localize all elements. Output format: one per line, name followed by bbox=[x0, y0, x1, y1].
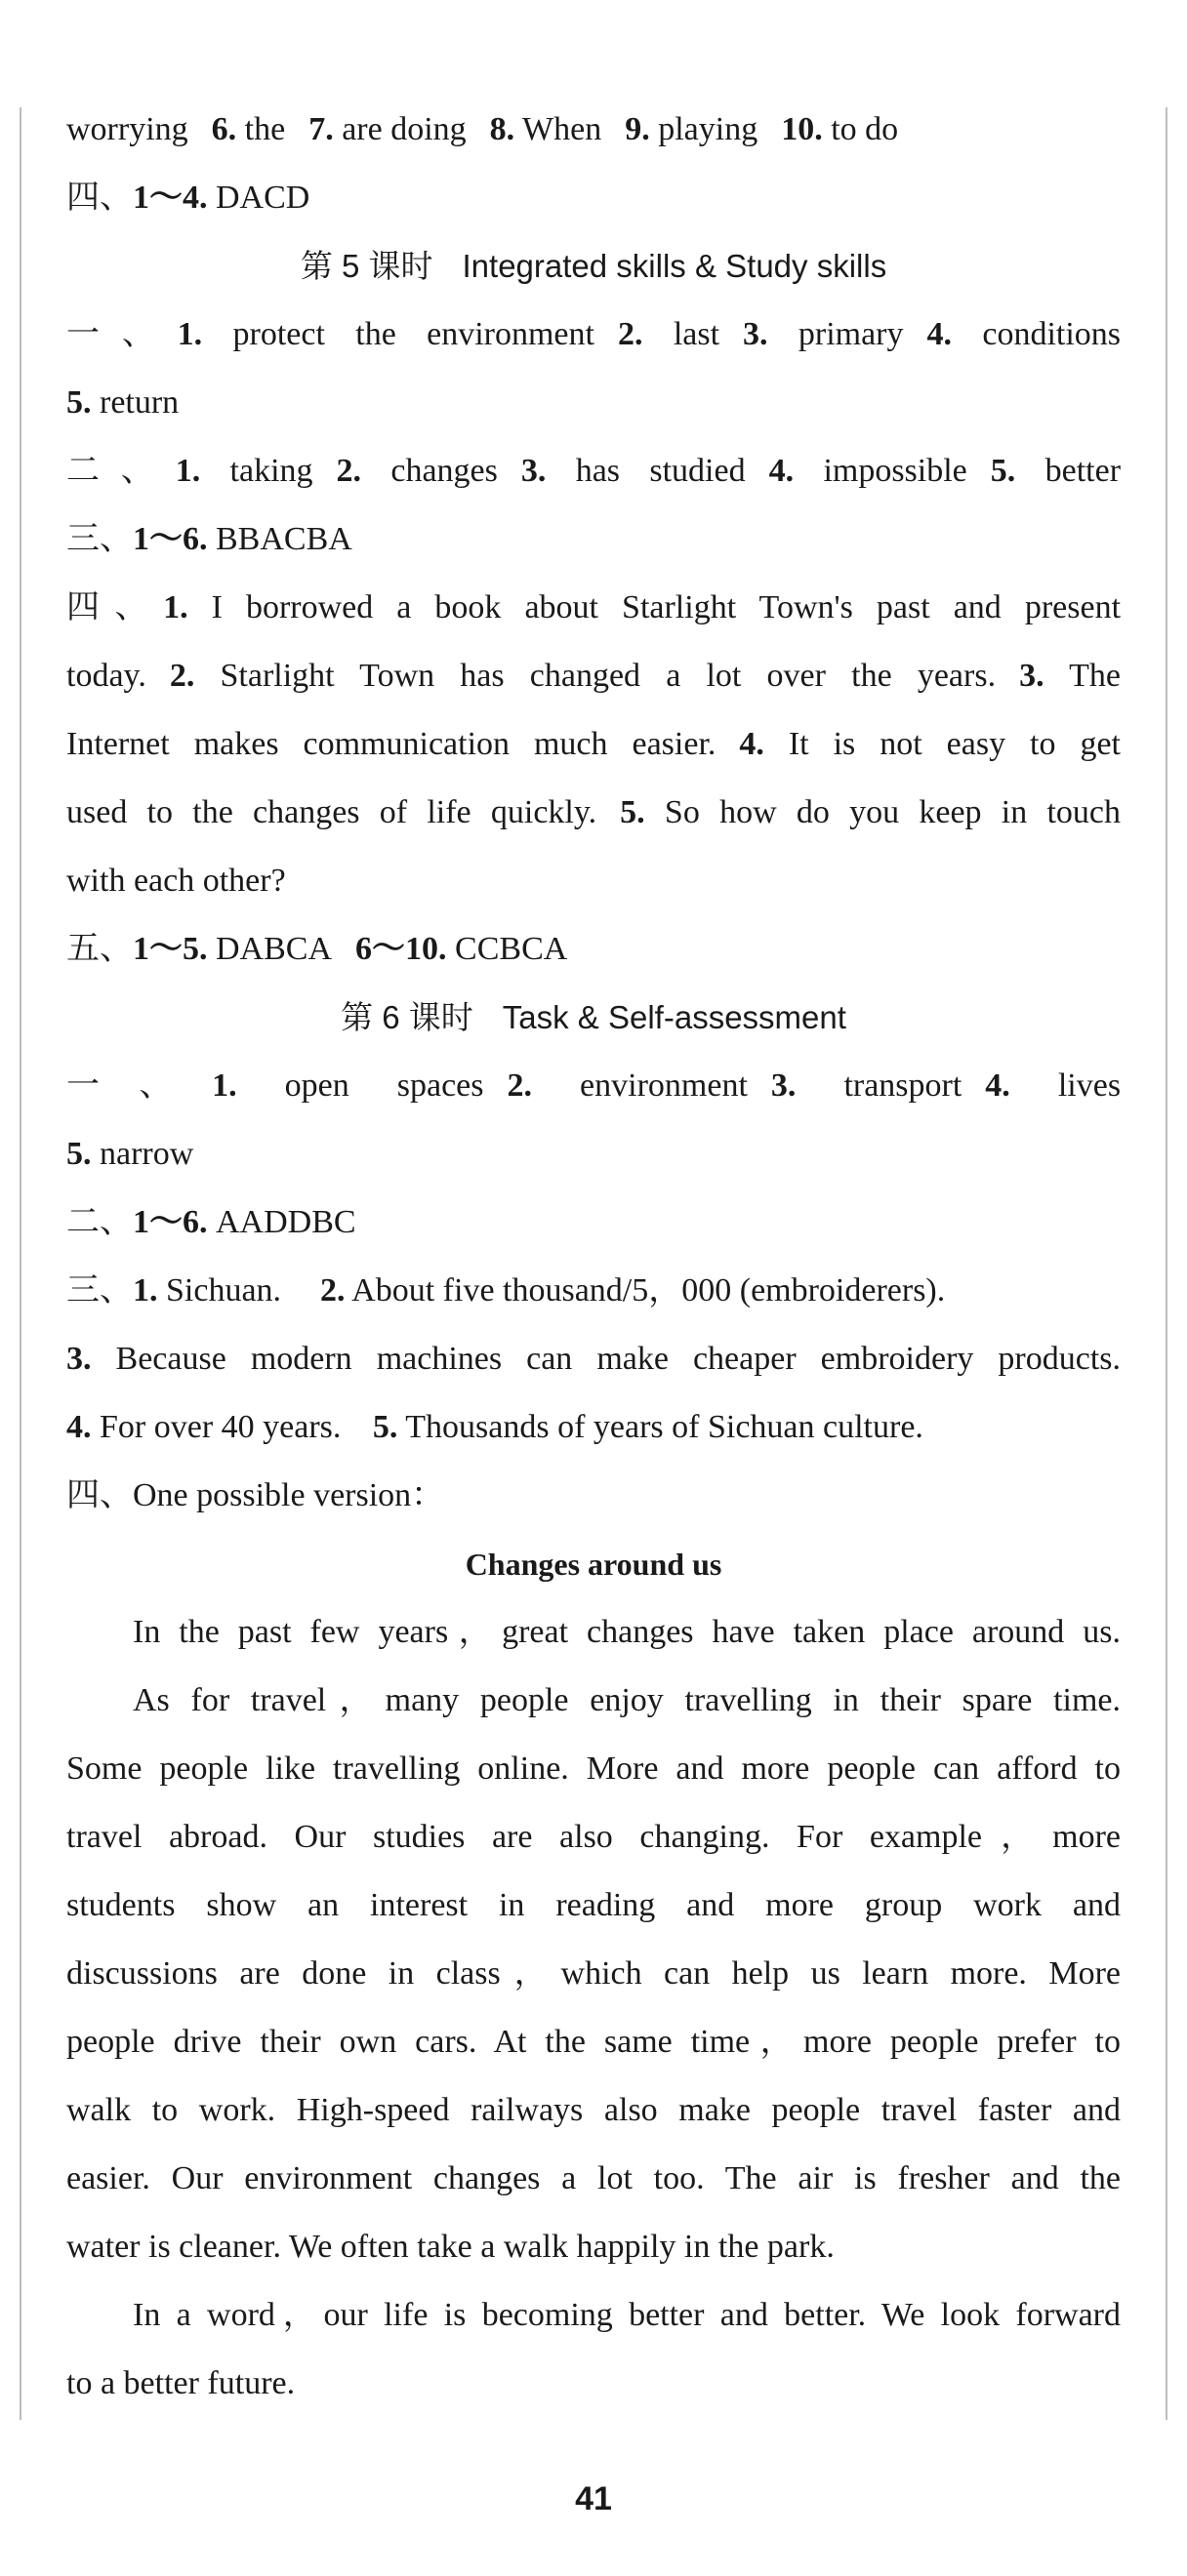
essay-line: In the past few years，great changes have taken place around us. bbox=[133, 1614, 1121, 1650]
l5-section-4: 四、1. I borrowed a book about Starlight Town's past and present bbox=[66, 589, 1122, 625]
l6-section-2: 二、1～6. AADDBC bbox=[66, 1204, 356, 1240]
l5-section-1: 一、1. protect the environment 2. last 3. primary 4. conditions bbox=[66, 316, 1122, 352]
essay-line: students show an interest in reading and more group work and bbox=[66, 1887, 1121, 1923]
l6-section-3: 三、1. Sichuan. 2. About five thousand/5，000 (embroiderers). bbox=[66, 1272, 946, 1308]
l5-section-5: 五、1～5. DABCA 6～10. CCBCA bbox=[66, 931, 568, 967]
left-margin-rule bbox=[20, 107, 21, 2420]
lesson-5-heading: 第 5 课时 Integrated skills & Study skills bbox=[300, 248, 887, 284]
answer-line: 四、1～4. DACD bbox=[66, 180, 310, 216]
essay-line: easier. Our environment changes a lot too. The air is fresher and the bbox=[66, 2160, 1121, 2196]
l5-section-3: 三、1～6. BBACBA bbox=[66, 521, 352, 557]
answer-line: worrying 6. the 7. are doing 8. When 9. playing 10. to do bbox=[66, 111, 899, 147]
essay-title: Changes around us bbox=[465, 1547, 722, 1582]
l5-section-1-cont: 5. return bbox=[66, 384, 180, 421]
l6-section-3-line: 3. Because modern machines can make cheaper embroidery products. bbox=[66, 1341, 1122, 1377]
essay-line: water is cleaner. We often take a walk happily in the park. bbox=[66, 2229, 835, 2265]
l6-section-1: 一、1. open spaces 2. environment 3. transport 4. lives bbox=[66, 1067, 1122, 1104]
l6-section-1-cont: 5. narrow bbox=[66, 1136, 194, 1172]
l5-section-4-line: used to the changes of life quickly. 5. So how do you keep in touch bbox=[66, 794, 1121, 830]
essay-line: In a word，our life is becoming better and better. We look forward bbox=[133, 2297, 1121, 2333]
essay-line: to a better future. bbox=[66, 2365, 296, 2401]
answer-page bbox=[66, 96, 1121, 2418]
essay-line: travel abroad. Our studies are also changing. For example，more bbox=[66, 1819, 1121, 1855]
page-number: 41 bbox=[575, 2480, 612, 2517]
essay-line: As for travel，many people enjoy travelling in their spare time. bbox=[133, 1682, 1121, 1718]
lesson-6-heading: 第 6 课时 Task & Self-assessment bbox=[341, 999, 846, 1035]
l5-section-4-line: Internet makes communication much easier. 4. It is not easy to get bbox=[66, 726, 1121, 762]
essay-line: Some people like travelling online. More and more people can afford to bbox=[66, 1751, 1121, 1787]
l5-section-2: 二、1. taking 2. changes 3. has studied 4. impossible 5. better bbox=[66, 453, 1122, 489]
l6-section-3-line: 4. For over 40 years. 5. Thousands of years of Sichuan culture. bbox=[66, 1409, 923, 1445]
essay-line: discussions are done in class，which can help us learn more. More bbox=[66, 1955, 1121, 1992]
essay-line: walk to work. High-speed railways also make people travel faster and bbox=[66, 2092, 1121, 2128]
right-margin-rule bbox=[1166, 107, 1167, 2420]
essay-line: people drive their own cars. At the same time，more people prefer to bbox=[66, 2024, 1121, 2060]
l6-section-4: 四、One possible version： bbox=[66, 1477, 445, 1513]
l5-section-4-line: today. 2. Starlight Town has changed a lot over the years. 3. The bbox=[66, 658, 1121, 694]
l5-section-4-line: with each other? bbox=[66, 863, 286, 899]
